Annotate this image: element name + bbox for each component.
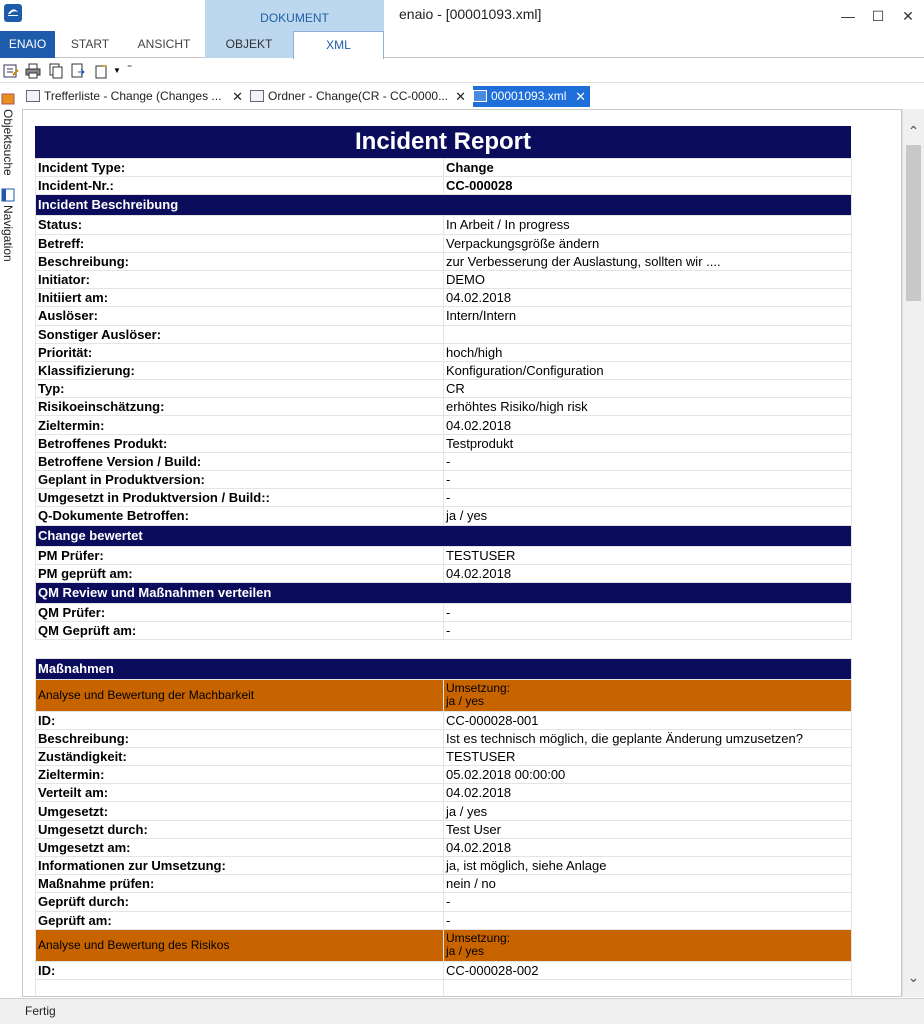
- window-title: enaio - [00001093.xml]: [399, 6, 542, 22]
- enaio-logo-icon[interactable]: [4, 4, 22, 22]
- field-value: 04.02.2018: [444, 784, 852, 802]
- field-label: Geprüft durch:: [36, 893, 444, 911]
- folder-icon: [250, 90, 264, 102]
- doc-tab-xml[interactable]: [473, 86, 590, 107]
- print-icon[interactable]: [25, 63, 41, 79]
- field-value: CC-000028-002: [444, 961, 852, 979]
- close-button[interactable]: ✕: [902, 8, 914, 24]
- table-row: [36, 471, 852, 489]
- quick-access-toolbar: [0, 59, 924, 83]
- section-row: [36, 195, 852, 216]
- field-value: nein / no: [444, 875, 852, 893]
- status-bar: [0, 998, 924, 1024]
- table-row: [36, 784, 852, 802]
- table-row: [36, 766, 852, 784]
- doc-tab-ordner[interactable]: [250, 86, 470, 107]
- field-label: [36, 979, 444, 997]
- field-value: ja / yes: [444, 802, 852, 820]
- field-label: PM Prüfer:: [36, 546, 444, 564]
- field-value: Intern/Intern: [444, 307, 852, 325]
- table-row: [36, 159, 852, 177]
- field-label: Q-Dokumente Betroffen:: [36, 507, 444, 525]
- table-row: [36, 979, 852, 997]
- field-label: Typ:: [36, 380, 444, 398]
- field-label: Incident Type:: [36, 159, 444, 177]
- table-row: [36, 875, 852, 893]
- table-row: [36, 434, 852, 452]
- field-value: TESTUSER: [444, 747, 852, 765]
- field-value: CC-000028: [444, 177, 852, 195]
- field-label: Umgesetzt am:: [36, 838, 444, 856]
- field-label: Zuständigkeit:: [36, 747, 444, 765]
- field-value: -: [444, 452, 852, 470]
- table-row: [36, 216, 852, 234]
- sidebar-item-objektsuche[interactable]: [1, 92, 17, 176]
- section-row: [36, 525, 852, 546]
- table-row: [36, 893, 852, 911]
- field-value: [444, 325, 852, 343]
- field-label: QM Geprüft am:: [36, 622, 444, 640]
- table-row: [36, 177, 852, 195]
- field-label: Betroffenes Produkt:: [36, 434, 444, 452]
- minimize-button[interactable]: —: [841, 8, 855, 24]
- field-label: Geplant in Produktversion:: [36, 471, 444, 489]
- field-label: Betreff:: [36, 234, 444, 252]
- spacer: [36, 640, 852, 658]
- table-row: [36, 603, 852, 621]
- field-value: 04.02.2018: [444, 838, 852, 856]
- field-label: PM geprüft am:: [36, 564, 444, 582]
- section-heading: Change bewertet: [36, 525, 852, 546]
- field-value: In Arbeit / In progress: [444, 216, 852, 234]
- field-value: Change: [444, 159, 852, 177]
- copy-icon[interactable]: [48, 63, 64, 79]
- field-label: Auslöser:: [36, 307, 444, 325]
- tab-objekt[interactable]: OBJEKT: [205, 31, 293, 58]
- table-row: [36, 270, 852, 288]
- field-value: -: [444, 489, 852, 507]
- sidebar-label-objektsuche: Objektsuche: [1, 109, 15, 176]
- field-value: erhöhtes Risiko/high risk: [444, 398, 852, 416]
- edit-index-icon[interactable]: [3, 63, 19, 79]
- ribbon-tabs: [0, 31, 924, 58]
- field-label: Informationen zur Umsetzung:: [36, 857, 444, 875]
- table-row: [36, 452, 852, 470]
- table-row: [36, 802, 852, 820]
- measure-status: [444, 679, 852, 711]
- status-text: Fertig: [25, 1004, 56, 1018]
- field-value: Test User: [444, 820, 852, 838]
- measure-name: Analyse und Bewertung der Machbarkeit: [36, 679, 444, 711]
- table-row: [36, 911, 852, 929]
- field-value: -: [444, 471, 852, 489]
- field-value: Verpackungsgröße ändern: [444, 234, 852, 252]
- xml-document-icon: [473, 90, 487, 102]
- scroll-up-icon[interactable]: ⌃: [907, 123, 920, 139]
- field-value: -: [444, 603, 852, 621]
- field-label: Risikoeinschätzung:: [36, 398, 444, 416]
- section-row: [36, 582, 852, 603]
- measure-status-label: Umsetzung:: [446, 681, 511, 695]
- field-value: hoch/high: [444, 343, 852, 361]
- measure-name: Analyse und Bewertung des Risikos: [36, 929, 444, 961]
- tab-start[interactable]: START: [70, 37, 110, 51]
- table-row: [36, 252, 852, 270]
- field-value: TESTUSER: [444, 546, 852, 564]
- search-folder-icon: [1, 92, 15, 106]
- measure-status-label: Umsetzung:: [446, 931, 511, 946]
- measure-status-value: ja / yes: [446, 694, 485, 708]
- close-tab-icon[interactable]: ✕: [455, 89, 466, 104]
- field-label: Initiator:: [36, 270, 444, 288]
- measure-header-row: [36, 679, 852, 711]
- tab-xml[interactable]: XML: [293, 31, 384, 59]
- doc-tab-label: 00001093.xml: [491, 89, 567, 103]
- sidebar-label-navigation: Navigation: [1, 205, 15, 262]
- context-group-dokument: [205, 0, 384, 31]
- field-label: Maßnahme prüfen:: [36, 875, 444, 893]
- table-row: [36, 622, 852, 640]
- table-row: [36, 838, 852, 856]
- field-label: Umgesetzt in Produktversion / Build::: [36, 489, 444, 507]
- table-row: [36, 507, 852, 525]
- field-value: 04.02.2018: [444, 564, 852, 582]
- field-label: ID:: [36, 711, 444, 729]
- incident-report: [35, 126, 851, 997]
- table-row: [36, 711, 852, 729]
- field-label: Umgesetzt:: [36, 802, 444, 820]
- tab-enaio[interactable]: ENAIO: [0, 31, 55, 58]
- field-value: -: [444, 622, 852, 640]
- field-label: Klassifizierung:: [36, 361, 444, 379]
- table-row: [36, 546, 852, 564]
- field-label: Beschreibung:: [36, 729, 444, 747]
- table-row: [36, 747, 852, 765]
- side-panel: [0, 88, 18, 998]
- table-row: [36, 564, 852, 582]
- table-row: [36, 398, 852, 416]
- field-label: Zieltermin:: [36, 766, 444, 784]
- field-label: Zieltermin:: [36, 416, 444, 434]
- title-bar: [0, 0, 924, 58]
- field-label: Verteilt am:: [36, 784, 444, 802]
- field-label: Sonstiger Auslöser:: [36, 325, 444, 343]
- measure-header-row: [36, 929, 852, 961]
- report-table: [35, 158, 852, 997]
- doc-tab-label: Ordner - Change(CR - CC-0000...: [268, 89, 449, 103]
- xml-viewer[interactable]: [22, 109, 902, 997]
- scroll-down-icon[interactable]: ⌄: [907, 969, 920, 985]
- field-label: Incident-Nr.:: [36, 177, 444, 195]
- vertical-scrollbar[interactable]: [902, 109, 924, 997]
- field-value: Testprodukt: [444, 434, 852, 452]
- table-row: [36, 489, 852, 507]
- table-row: [36, 361, 852, 379]
- table-row: [36, 380, 852, 398]
- field-value: Ist es technisch möglich, die geplante Änderung umzusetzen?: [444, 729, 852, 747]
- hitlist-icon: [26, 90, 40, 102]
- section-heading: QM Review und Maßnahmen verteilen: [36, 582, 852, 603]
- field-value: 04.02.2018: [444, 416, 852, 434]
- field-value: 05.02.2018 00:00:00: [444, 766, 852, 784]
- spacer-row: [36, 640, 852, 658]
- context-group-label: DOKUMENT: [260, 11, 329, 25]
- new-document-icon[interactable]: [93, 63, 109, 79]
- document-tabs: [22, 85, 924, 108]
- close-tab-icon[interactable]: ✕: [575, 89, 586, 104]
- close-tab-icon[interactable]: ✕: [232, 89, 243, 104]
- section-heading: Incident Beschreibung: [36, 195, 852, 216]
- measures-heading: Maßnahmen: [36, 658, 852, 679]
- report-title: Incident Report: [35, 126, 851, 158]
- field-value: -: [444, 911, 852, 929]
- navigation-icon: [1, 188, 15, 202]
- table-row: [36, 857, 852, 875]
- field-label: Umgesetzt durch:: [36, 820, 444, 838]
- measure-status: [444, 929, 852, 961]
- field-value: 04.02.2018: [444, 289, 852, 307]
- table-row: [36, 307, 852, 325]
- table-row: [36, 729, 852, 747]
- table-row: [36, 325, 852, 343]
- field-label: Geprüft am:: [36, 911, 444, 929]
- field-value: Konfiguration/Configuration: [444, 361, 852, 379]
- field-value: DEMO: [444, 270, 852, 288]
- field-label: Priorität:: [36, 343, 444, 361]
- field-label: QM Prüfer:: [36, 603, 444, 621]
- export-icon[interactable]: [70, 63, 86, 79]
- field-label: Initiiert am:: [36, 289, 444, 307]
- scroll-thumb[interactable]: [906, 145, 921, 301]
- field-label: Beschreibung:: [36, 252, 444, 270]
- field-label: Betroffene Version / Build:: [36, 452, 444, 470]
- field-value: zur Verbesserung der Auslastung, sollten wir ....: [444, 252, 852, 270]
- table-row: [36, 820, 852, 838]
- field-value: -: [444, 893, 852, 911]
- measure-status-value: ja / yes: [446, 944, 485, 959]
- field-value: CC-000028-001: [444, 711, 852, 729]
- table-row: [36, 343, 852, 361]
- field-value: ja / yes: [444, 507, 852, 525]
- field-value: [444, 979, 852, 997]
- new-document-dropdown-icon[interactable]: ▼: [113, 66, 121, 75]
- field-value: ja, ist möglich, siehe Anlage: [444, 857, 852, 875]
- customize-toolbar-icon[interactable]: ⁼: [127, 63, 133, 74]
- sidebar-item-navigation[interactable]: [1, 188, 17, 262]
- table-row: [36, 416, 852, 434]
- doc-tab-trefferliste[interactable]: [26, 86, 247, 107]
- field-label: ID:: [36, 961, 444, 979]
- table-row: [36, 961, 852, 979]
- field-label: Status:: [36, 216, 444, 234]
- table-row: [36, 289, 852, 307]
- maximize-button[interactable]: ☐: [871, 8, 885, 24]
- section-row: [36, 658, 852, 679]
- doc-tab-label: Trefferliste - Change (Changes ...: [44, 89, 222, 103]
- table-row: [36, 234, 852, 252]
- tab-ansicht[interactable]: ANSICHT: [137, 37, 191, 51]
- field-value: CR: [444, 380, 852, 398]
